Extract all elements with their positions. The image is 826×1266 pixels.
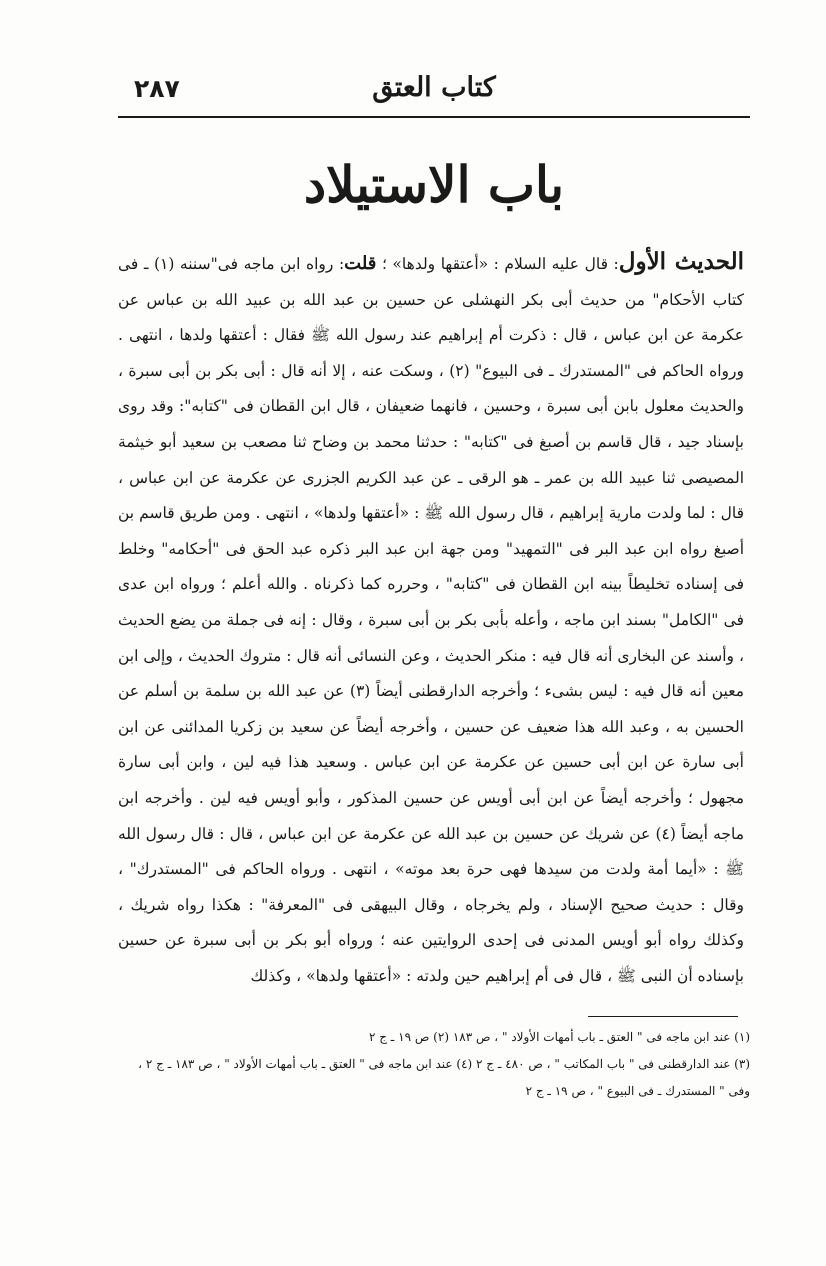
hadith-commentary: : رواه ابن ماجه فى"سننه (١) ـ فى كتاب الأحكام" من حديث أبى بكر النهشلى عن حسين بن عبد الله بن عبيد الله بن عباس عن عكرمة عن ابن عباس ، قال : ذكرت أم إبراهيم عند رسول الله ﷺ فقال : أعتقها ولدها ، انتهى . ورواه الحاكم فى "المستدرك ـ فى البيوع" (٢) ، وسكت عنه ، إلا أنه قال : أبى بكر بن أبى سبرة ، والحديث معلول بابن أبى سبرة ، وحسين ، فانهما ضعيفان ، قال ابن القطان فى "كتابه": وقد روى بإسناد جيد ، قال قاسم بن أصبغ فى "كتابه" : حدثنا محمد بن وضاح ثنا مصعب بن سعيد أبو خيثمة المصيصى ثنا عبيد الله بن عمر ـ هو الرقى ـ عن عبد الكريم الجزرى عن عكرمة عن ابن عباس ، قال : لما ولدت مارية إبراهيم ، قال رسول الله ﷺ : «أعتقها ولدها» ، انتهى . ومن طريق قاسم بن أصبغ رواه ابن عبد البر فى "التمهيد" ومن جهة ابن عبد البر ذكره عبد الحق فى "أحكامه" وخلط فى إسناده تخليطاً بينه ابن القطان فى "كتابه" ، وحرره كما ذكرناه . والله أعلم ؛ ورواه ابن عدى فى "الكامل" بسند ابن ماجه ، وأعله بأبى بكر بن أبى سبرة ، وقال : إنه فى جملة من يضع الحديث ، وأسند عن البخارى أنه قال فيه : منكر الحديث ، وعن النسائى أنه قال : متروك الحديث ، وإلى ابن معين أنه قال فيه : ليس بشىء ؛ وأخرجه الدارقطنى أيضاً (٣) عن عبد الله بن سلمة بن أسلم عن الحسين به ، وعبد الله هذا ضعيف عن حسين ، وأخرجه أيضاً عن سعيد بن زكريا المدائنى عن ابن أبى سارة عن ابن أبى حسين عن عكرمة عن ابن عباس . وسعيد هذا فيه لين ، وابن أبى سارة مجهول ؛ وأخرجه أيضاً عن ابن أبى أويس عن حسين المذكور ، وأبو أويس فيه لين . وأخرجه ابن ماجه أيضاً (٤) عن شريك عن حسين بن عبد الله عن عكرمة عن ابن عباس ، قال : قال رسول الله ﷺ : «أيما أمة ولدت من سيدها فهى حرة بعد موته» ، انتهى . ورواه الحاكم فى "المستدرك" ، وقال : حديث صحيح الإسناد ، ولم يخرجاه ، وقال البيهقى فى "المعرفة" : هكذا رواه شريك ، وكذلك رواه أبو أويس المدنى فى إحدى الروايتين عنه ؛ ورواه أبو بكر بن أبى سبرة عن حسين بإسناده أن النبى ﷺ ، قال فى أم إبراهيم حين ولدته : «أعتقها ولدها» ، وكذلك: [118, 255, 744, 985]
footnote-line: (٣) عند الدارقطنى فى " باب المكاتب " ، ص ٤٨٠ ـ ج ٢ (٤) عند ابن ماجه فى " العتق ـ باب أمهات الأولاد " ، ص ١٨٣ ـ ج ٢ ، وفى " المستدرك ـ فى البيوع " ، ص ١٩ ـ ج ٢: [138, 1057, 750, 1098]
footnote-line: (١) عند ابن ماجه فى " العتق ـ باب أمهات الأولاد " ، ص ١٨٣ (٢) ص ١٩ ـ ج ٢: [368, 1030, 750, 1044]
page-number: ٢٨٧: [134, 74, 180, 103]
body-text: [118, 244, 744, 994]
page-header: [118, 68, 750, 114]
footnotes: [118, 1024, 750, 1105]
chapter-title: باب الاستيلاد: [303, 155, 565, 214]
hadith-quote: : قال عليه السلام : «أعتقها ولدها» ؛: [376, 255, 619, 273]
running-title: كتاب العتق: [372, 72, 496, 103]
qult-marker: قلت: [344, 253, 377, 274]
header-rule: [118, 116, 750, 118]
footnote-rule: [588, 1016, 738, 1017]
hadith-heading: الحديث الأول: [618, 248, 745, 275]
